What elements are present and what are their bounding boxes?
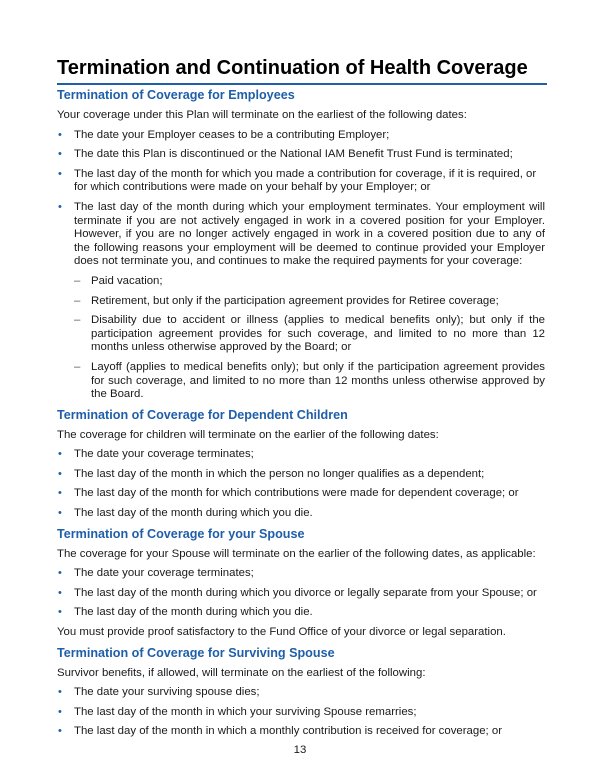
page-title: Termination and Continuation of Health Coverage <box>57 55 547 85</box>
list-item-text: The last day of the month in which your surviving Spouse remarries; <box>74 705 417 718</box>
dash-icon: – <box>74 294 81 307</box>
list-item <box>57 706 545 720</box>
list-item-text: The date your surviving spouse dies; <box>74 686 260 699</box>
sub-list-item-text: Retirement, but only if the participation agreement provides for Retiree coverage; <box>91 294 499 307</box>
list-item <box>57 148 545 162</box>
list-item <box>57 567 545 581</box>
page-content <box>57 88 545 745</box>
bullet-icon: • <box>58 705 62 718</box>
sub-list-item <box>74 314 545 355</box>
sub-list-item <box>74 275 545 289</box>
sub-list-item <box>74 361 545 402</box>
list-item <box>57 129 545 143</box>
sub-list-item-text: Layoff (applies to medical benefits only); but only if the participation agreement provides for such coverage, and limited to no more than 12 months unless otherwise approved by the Board. <box>91 360 545 401</box>
bullet-icon: • <box>58 200 62 213</box>
list-item <box>57 487 545 501</box>
bullet-icon: • <box>58 606 62 619</box>
dash-icon: – <box>74 274 81 287</box>
list-item-text: The last day of the month during which you divorce or legally separate from your Spouse; or <box>74 586 537 599</box>
section-spouse <box>57 527 545 640</box>
list-item-text: The last day of the month in which a monthly contribution is received for coverage; or <box>74 725 502 738</box>
section-intro: Your coverage under this Plan will terminate on the earliest of the following dates: <box>57 109 467 121</box>
bullet-icon: • <box>58 487 62 500</box>
bullet-list <box>57 448 545 520</box>
list-item <box>57 201 545 402</box>
list-item <box>57 448 545 462</box>
list-item-text: The date your Employer ceases to be a contributing Employer; <box>74 128 390 141</box>
bullet-icon: • <box>58 725 62 738</box>
bullet-icon: • <box>58 128 62 141</box>
section-heading: Termination of Coverage for Employees <box>57 88 295 102</box>
sub-list-item <box>74 295 545 309</box>
dash-icon: – <box>74 360 81 373</box>
list-item <box>57 587 545 601</box>
page-number: 13 <box>293 744 307 756</box>
bullet-icon: • <box>58 448 62 461</box>
list-item-text: The last day of the month during which you die. <box>74 606 313 619</box>
bullet-icon: • <box>58 507 62 520</box>
list-item-text: The date this Plan is discontinued or the National IAM Benefit Trust Fund is terminated; <box>74 148 513 161</box>
section-heading: Termination of Coverage for Dependent Children <box>57 407 348 422</box>
section-note: You must provide proof satisfactory to the Fund Office of your divorce or legal separation. <box>57 626 506 639</box>
list-item-text: The last day of the month during which you die. <box>74 507 313 520</box>
section-intro: Survivor benefits, if allowed, will terminate on the earliest of the following: <box>57 666 426 679</box>
dash-icon: – <box>74 314 81 327</box>
list-item <box>57 725 545 739</box>
sub-list <box>74 275 545 402</box>
section-heading: Termination of Coverage for Surviving Spouse <box>57 645 335 660</box>
bullet-icon: • <box>58 467 62 480</box>
section-employees <box>57 88 545 402</box>
bullet-list <box>57 686 545 739</box>
list-item-text: The date your coverage terminates; <box>74 567 254 580</box>
bullet-icon: • <box>58 586 62 599</box>
section-heading: Termination of Coverage for your Spouse <box>57 526 305 541</box>
list-item <box>57 468 545 482</box>
section-dependent-children <box>57 408 545 521</box>
list-item <box>57 606 545 620</box>
list-item-text: The last day of the month for which you made a contribution for coverage, if it is required, or for which contributions were made on your behalf by your Employer; or <box>74 167 537 194</box>
bullet-icon: • <box>58 686 62 699</box>
bullet-icon: • <box>58 167 62 180</box>
list-item-text: The date your coverage terminates; <box>74 448 254 461</box>
list-item <box>57 686 545 700</box>
section-surviving-spouse <box>57 646 545 739</box>
sub-list-item-text: Paid vacation; <box>91 274 163 287</box>
bullet-icon: • <box>58 148 62 161</box>
bullet-icon: • <box>58 567 62 580</box>
sub-list-item-text: Disability due to accident or illness (applies to medical benefits only); but only if the participation agreement provides for such coverage, and limited to no more than 12 months unless otherwise approved by the Board; or <box>91 314 545 354</box>
bullet-list <box>57 567 545 620</box>
section-intro: The coverage for your Spouse will terminate on the earlier of the following dates, as applicable: <box>57 547 536 560</box>
list-item-text: The last day of the month in which the person no longer qualifies as a dependent; <box>74 467 485 480</box>
section-intro: The coverage for children will terminate on the earlier of the following dates: <box>57 428 439 441</box>
list-item <box>57 507 545 521</box>
list-item-text: The last day of the month during which your employment terminates. Your employment will terminate if you are not actively engaged in work in a covered position for your Employer. However, if you are no longer actively engaged in work in a covered position due to any of the following reasons your employment will be deemed to continue provided your Employer does not terminate you, and continues to make the required payments for your coverage: <box>74 200 545 268</box>
list-item-text: The last day of the month for which contributions were made for dependent coverage; or <box>74 487 519 500</box>
bullet-list <box>57 129 545 402</box>
list-item <box>57 168 545 195</box>
